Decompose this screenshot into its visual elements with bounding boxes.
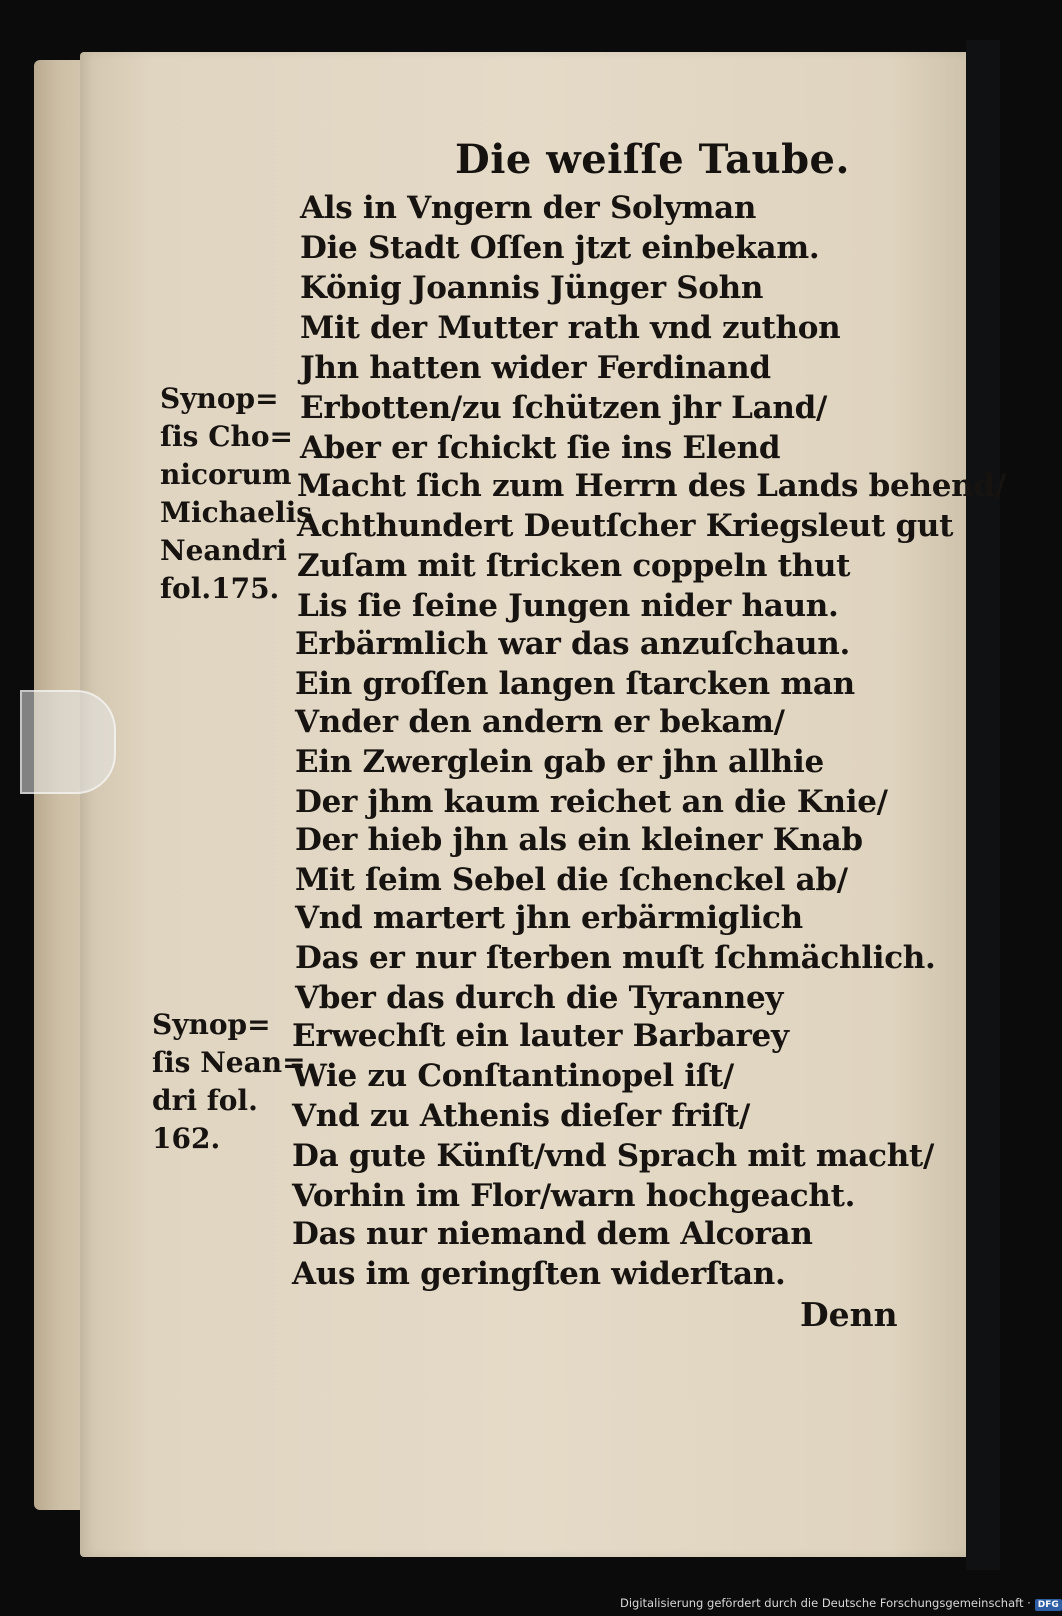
verse-line: Zuſam mit ſtricken coppeln thut	[297, 548, 851, 584]
verse-line: Ein Zwerglein gab er jhn allhie	[295, 744, 824, 780]
verse-line: Vber das durch die Tyranney	[295, 980, 784, 1016]
verse-line: Wie zu Conſtantinopel iſt/	[292, 1058, 734, 1094]
catchword: Denn	[800, 1295, 898, 1334]
page-clip	[20, 690, 116, 794]
verse-line: Der hieb jhn als ein kleiner Knab	[295, 822, 863, 858]
marginal-note: Synop= ſis Cho= nicorum Michaelis Neandri fol.175.	[160, 382, 313, 605]
verse-line: Da gute Künſt/vnd Sprach mit macht/	[292, 1138, 934, 1174]
verse-line: Vnd zu Athenis dieſer friſt/	[292, 1098, 751, 1134]
marginal-note: Synop= ſis Nean= dri fol. 162.	[152, 1008, 306, 1155]
verse-line: Lis ſie ſeine Jungen nider haun.	[297, 588, 839, 624]
verse-line: Der jhm kaum reichet an die Knie/	[295, 784, 888, 820]
verse-line: König Joannis Jünger Sohn	[300, 270, 764, 306]
verse-line: Erwechſt ein lauter Barbarey	[292, 1018, 789, 1054]
verse-line: Vnd martert jhn erbärmiglich	[295, 900, 803, 936]
verse-line: Vorhin im Flor/warn hochgeacht.	[292, 1178, 856, 1214]
verse-line: Mit der Mutter rath vnd zuthon	[300, 310, 841, 346]
verse-line: Aus im geringſten widerſtan.	[292, 1256, 786, 1292]
verse-line: Jhn hatten wider Ferdinand	[300, 350, 771, 386]
verse-line: Erbärmlich war das anzuſchaun.	[295, 626, 850, 662]
verse-line: Das nur niemand dem Alcoran	[292, 1216, 813, 1252]
digitization-credit	[620, 1596, 1062, 1611]
verse-line: Die Stadt Oſſen jtzt einbekam.	[300, 230, 820, 266]
page-edge-shadow	[966, 40, 1000, 1570]
verse-line: Mit ſeim Sebel die ſchenckel ab/	[295, 862, 848, 898]
verse-line: Als in Vngern der Solyman	[300, 190, 757, 226]
dfg-logo-icon: DFG	[1035, 1599, 1062, 1611]
verse-line: Vnder den andern er bekam/	[295, 704, 785, 740]
verse-line: Achthundert Deutſcher Kriegsleut gut	[297, 508, 954, 544]
running-header: Die weiſſe Taube.	[455, 136, 850, 183]
verse-line: Macht ſich zum Herrn des Lands behend/	[297, 468, 1006, 504]
verse-line: Das er nur ſterben muſt ſchmächlich.	[295, 940, 936, 976]
credit-text: Digitalisierung gefördert durch die Deutsche Forschungsgemeinschaft ·	[620, 1596, 1031, 1610]
verse-line: Ein groſſen langen ſtarcken man	[295, 666, 855, 702]
verse-line: Erbotten/zu ſchützen jhr Land/	[300, 390, 828, 426]
verse-line: Aber er ſchickt ſie ins Elend	[300, 430, 781, 466]
